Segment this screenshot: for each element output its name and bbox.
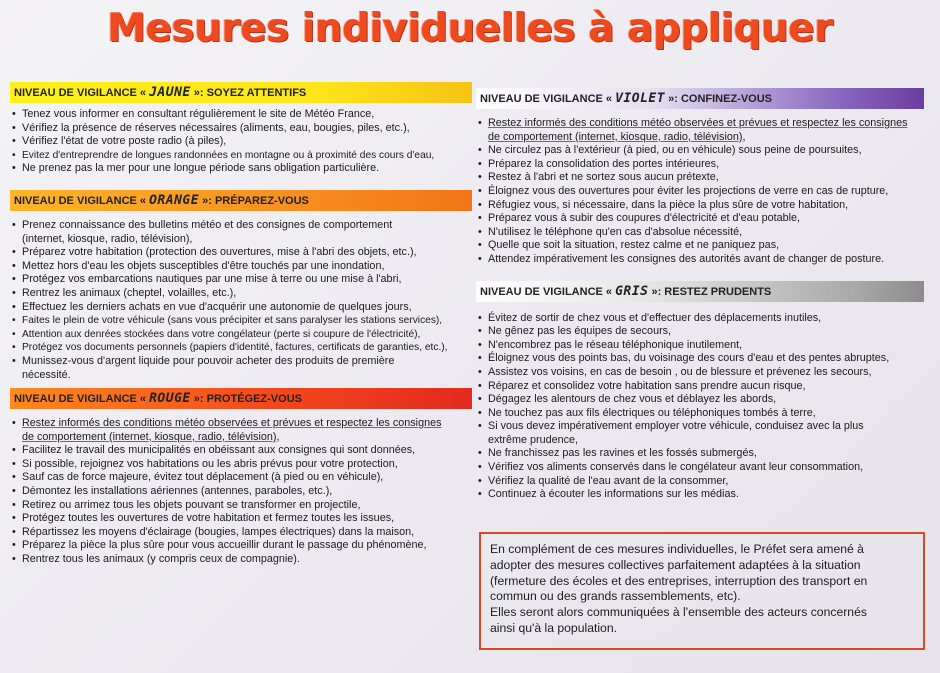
note-line: (fermeture des écoles et des entreprises, interruption des transport en [490, 573, 868, 588]
list-item [10, 417, 472, 431]
list-item: • Dégagez les alentours de chez vous et déblayez les abords, [476, 393, 924, 407]
list-item: • Ne circulez pas à l'extérieur (à pied, ou en véhicule) sous peine de poursuites, [476, 144, 924, 158]
note-line: ainsi qu'à la population. [490, 620, 618, 635]
left-column [10, 82, 472, 567]
list-item: • Vérifiez l'état de votre poste radio (à piles), [10, 135, 472, 149]
list-item: • Continuez à écouter les informations sur les médias. [476, 488, 924, 502]
page-title: Mesures individuelles à appliquer [107, 6, 833, 51]
list-gris [476, 312, 924, 502]
list-item: • Effectuez les derniers achats en vue d'acquérir une autonomie de quelques jours, [10, 301, 472, 315]
list-item [476, 117, 924, 131]
list-item: • Ne gênez pas les équipes de secours, [476, 325, 924, 339]
section-header-rouge [10, 388, 472, 409]
section-header-orange [10, 190, 472, 211]
note-line: En complément de ces mesures individuelles, le Préfet sera amené à [490, 542, 864, 556]
list-item: • Répartissez les moyens d'éclairage (bougies, lampes électriques) dans la maison, [10, 526, 472, 540]
list-item: • Assistez vos voisins, en cas de besoin , ou de blessure et prévenez les secours, [476, 366, 924, 380]
level-label-rouge: ROUGE [149, 391, 191, 407]
header-prefix: NIVEAU DE VIGILANCE « [480, 93, 613, 105]
list-item: • Vérifiez vos aliments conservés dans le congélateur avant leur consommation, [476, 461, 924, 475]
list-item: • Réfugiez vous, si nécessaire, dans la pièce la plus sûre de votre habitation, [476, 199, 924, 213]
prefect-note-box [479, 532, 925, 650]
note-line: Elles seront alors communiquées à l'ensemble des acteurs concernés [490, 605, 867, 620]
list-item-continuation: (internet, kiosque, radio, télévision), [22, 232, 193, 245]
list-item: • Protégez vos documents personnels (papiers d'identité, factures, certificats de garanties, etc.), [10, 341, 472, 355]
list-item: • Protégez toutes les ouvertures de votre habitation et fermez toutes les issues, [10, 512, 472, 526]
list-rouge [10, 417, 472, 567]
list-item: • Protégez vos embarcations nautiques par une mise à terre ou une mise à l'abri, [10, 273, 472, 287]
list-item-continuation: extrême prudence, [488, 433, 579, 446]
list-item: • Éloignez vous des points bas, du voisinage des cours d'eau et des pentes abruptes, [476, 352, 924, 366]
list-item: • Tenez vous informer en consultant régulièrement le site de Météo France, [10, 108, 472, 122]
header-suffix: »: RESTEZ PRUDENTS [651, 285, 772, 298]
list-item: • Si vous devez impérativement employer votre véhicule, conduisez avec la plus [476, 420, 924, 434]
list-item: • Quelle que soit la situation, restez calme et ne paniquez pas, [476, 239, 924, 253]
list-item: • Prenez connaissance des bulletins météo et des consignes de comportement [10, 219, 472, 233]
list-item-text: de comportement (internet, kiosque, radio, télévision), [488, 130, 746, 143]
level-label-gris: GRIS [615, 283, 649, 299]
list-item-continuation [10, 431, 472, 445]
header-suffix: »: PROTÉGEZ-VOUS [193, 393, 302, 406]
level-label-jaune: JAUNE [149, 85, 191, 100]
list-item: • Préparez vous à subir des coupures d'électricité et d'eau potable, [476, 212, 924, 226]
list-jaune [10, 108, 472, 176]
list-item-text: Restez informés des conditions météo observées et prévues et respectez les consignes [488, 117, 908, 129]
list-item-continuation: nécessité. [22, 368, 71, 381]
list-orange [10, 219, 472, 382]
list-item: • Ne prenez pas la mer pour une longue période sans obligation particulière. [10, 162, 472, 176]
list-item: • Si possible, rejoignez vos habitations ou les abris prévus pour votre protection, [10, 458, 472, 472]
note-line: commun ou des grands rassemblements, etc). [490, 589, 741, 604]
list-item: • N'encombrez pas le réseau téléphonique inutilement, [476, 339, 924, 353]
list-item: • Munissez-vous d'argent liquide pour pouvoir acheter des produits de première [10, 355, 472, 369]
header-prefix: NIVEAU DE VIGILANCE « [14, 194, 147, 207]
list-item: • N'utilisez le téléphone qu'en cas d'absolue nécessité, [476, 226, 924, 240]
list-item: • Facilitez le travail des municipalités en obéissant aux consignes qui sont données, [10, 444, 472, 458]
list-item-text: Restez informés des conditions météo observées et prévues et respectez les consignes [22, 417, 442, 430]
list-item: • Vérifiez la qualité de l'eau avant de la consommer, [476, 475, 924, 489]
list-item: • Évitez de sortir de chez vous et d'effectuer des déplacements inutiles, [476, 312, 924, 326]
level-label-violet: VIOLET [615, 91, 666, 106]
list-item: • Préparez votre habitation (protection des ouvertures, mise à l'abri des objets, etc.), [10, 246, 472, 260]
list-item-text: de comportement (internet, kiosque, radio, télévision), [22, 430, 280, 443]
section-header-jaune [10, 82, 472, 103]
level-label-orange: ORANGE [149, 192, 200, 208]
list-item: • Préparez la pièce la plus sûre pour vous accueillir durant le passage du phénomène, [10, 539, 472, 553]
header-suffix: »: SOYEZ ATTENTIFS [193, 87, 307, 99]
header-suffix: »: CONFINEZ-VOUS [668, 93, 773, 105]
list-item: • Rentrez les animaux (cheptel, volailles, etc.), [10, 287, 472, 301]
header-prefix: NIVEAU DE VIGILANCE « [14, 87, 147, 99]
list-item: • Vérifiez la présence de réserves nécessaires (aliments, eau, bougies, piles, etc.), [10, 122, 472, 136]
list-item: • Attention aux denrées stockées dans votre congélateur (perte si coupure de l'électricité), [10, 328, 472, 342]
header-prefix: NIVEAU DE VIGILANCE « [14, 393, 147, 406]
list-item: • Préparez la consolidation des portes intérieures, [476, 158, 924, 172]
list-item: • Restez à l'abri et ne sortez sous aucun prétexte, [476, 171, 924, 185]
list-item: • Éloignez vous des ouvertures pour éviter les projections de verre en cas de rupture, [476, 185, 924, 199]
list-item: • Attendez impérativement les consignes des autorités avant de changer de posture. [476, 253, 924, 267]
header-suffix: »: PRÉPAREZ-VOUS [202, 194, 309, 207]
list-item: • Ne touchez pas aux fils électriques ou téléphoniques tombés à terre, [476, 407, 924, 421]
list-item: • Démontez les installations aériennes (antennes, paraboles, etc.), [10, 485, 472, 499]
header-prefix: NIVEAU DE VIGILANCE « [480, 285, 613, 298]
list-item: • Retirez ou arrimez tous les objets pouvant se transformer en projectile, [10, 499, 472, 513]
list-item: • Sauf cas de force majeure, évitez tout déplacement (à pied ou en véhicule), [10, 471, 472, 485]
list-item: • Ne franchissez pas les ravines et les fossés submergés, [476, 447, 924, 461]
list-item: • Faites le plein de votre véhicule (sans vous précipiter et sans paralyser les stations services), [10, 314, 472, 328]
list-item-continuation [476, 131, 924, 145]
note-line: adopter des mesures collectives parfaitement adaptées à la situation [490, 557, 861, 572]
list-violet [476, 117, 924, 267]
list-item: • Evitez d'entreprendre de longues randonnées en montagne ou à proximité des cours d'eau, [10, 149, 472, 163]
section-header-gris [476, 281, 924, 302]
list-item: • Réparez et consolidez votre habitation sans prendre aucun risque, [476, 380, 924, 394]
right-column [476, 88, 924, 502]
section-header-violet [476, 88, 924, 109]
list-item: • Mettez hors d'eau les objets susceptibles d'être touchés par une inondation, [10, 260, 472, 274]
list-item: • Rentrez tous les animaux (y compris ceux de compagnie). [10, 553, 472, 567]
